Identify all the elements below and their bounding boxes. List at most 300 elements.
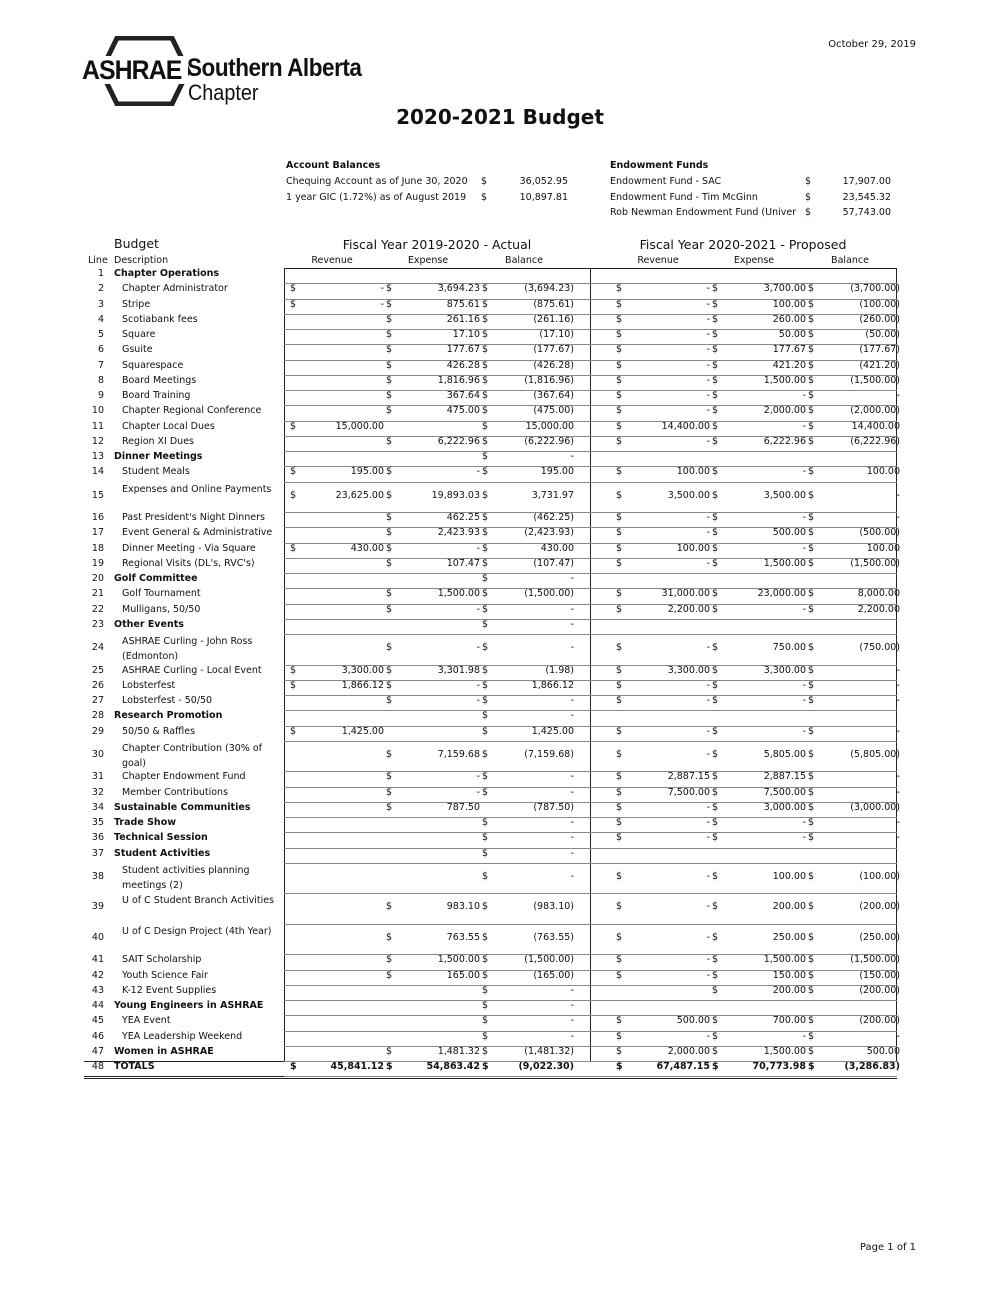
actual-value: - [570, 1030, 574, 1042]
row-divider [284, 665, 897, 666]
currency: $ [616, 1045, 623, 1057]
actual-value: 1,866.12 [341, 679, 384, 691]
currency: $ [616, 489, 623, 501]
actual-value: - [570, 1000, 574, 1011]
currency: $ [482, 573, 489, 584]
proposed-value: - [706, 748, 710, 760]
row-description: Student Activities [114, 847, 211, 859]
proposed-value: 3,500.00 [763, 489, 806, 501]
table-rule [284, 268, 897, 269]
proposed-value: - [706, 298, 710, 310]
actual-value: 1,425.00 [341, 725, 384, 737]
line-number: 44 [91, 1000, 104, 1011]
proposed-value: - [706, 557, 710, 569]
col-proposed-expense: Expense [733, 255, 775, 266]
currency: $ [712, 512, 719, 523]
line-number: 34 [91, 801, 104, 813]
col-line: Line [88, 255, 108, 266]
section-row [84, 832, 900, 847]
line-number: 43 [91, 984, 104, 996]
currency: $ [712, 283, 719, 295]
actual-value: 763.55 [446, 931, 480, 943]
proposed-heading: Fiscal Year 2020-2021 - Proposed [639, 237, 847, 252]
endowment-funds [610, 160, 895, 223]
row-description: Student activities planning meetings (2) [122, 864, 250, 891]
budget-row [84, 969, 900, 985]
proposed-value: 1,500.00 [763, 374, 806, 386]
proposed-value: 67,487.15 [656, 1061, 710, 1072]
currency: $ [712, 313, 719, 325]
currency: $ [808, 588, 815, 600]
actual-value: 367.64 [446, 390, 480, 401]
row-divider [284, 634, 897, 635]
row-description: Stripe [122, 298, 151, 310]
proposed-value: (200.00) [859, 984, 900, 996]
currency: $ [616, 817, 623, 828]
currency: $ [386, 679, 393, 691]
currency: $ [805, 207, 812, 218]
row-divider [284, 863, 897, 864]
proposed-value: - [706, 313, 710, 325]
budget-row [84, 603, 900, 619]
budget-row [84, 679, 900, 695]
proposed-value: - [706, 359, 710, 371]
currency: $ [712, 557, 719, 569]
line-number: 31 [91, 771, 104, 783]
line-number: 16 [91, 512, 104, 523]
currency: $ [808, 969, 815, 981]
currency: $ [712, 870, 719, 882]
proposed-value: (1,500.00) [850, 557, 900, 569]
actual-value: (1.98) [545, 664, 574, 676]
budget-row [84, 771, 900, 786]
row-divider [284, 1061, 897, 1062]
budget-row [84, 420, 900, 436]
proposed-value: - [896, 832, 900, 844]
currency: $ [616, 664, 623, 676]
proposed-value: - [896, 390, 900, 401]
currency: $ [616, 405, 623, 417]
proposed-value: 3,300.00 [763, 664, 806, 676]
proposed-value: (5,805.00) [850, 748, 900, 760]
proposed-value: 100.00 [866, 542, 900, 554]
proposed-value: - [802, 420, 806, 432]
currency: $ [808, 984, 815, 996]
endowment-row [610, 207, 895, 223]
proposed-value: - [802, 679, 806, 691]
currency: $ [808, 679, 815, 691]
actual-value: - [476, 642, 480, 653]
currency: $ [386, 390, 393, 401]
proposed-value: (2,000.00) [850, 405, 900, 417]
currency: $ [808, 283, 815, 295]
account-balances [286, 160, 576, 207]
proposed-value: 50.00 [778, 329, 806, 340]
line-number: 25 [91, 664, 104, 676]
currency: $ [808, 695, 815, 706]
line-number: 24 [91, 642, 104, 653]
currency: $ [808, 786, 815, 798]
actual-value: (2,423.93) [524, 527, 574, 539]
currency: $ [712, 801, 719, 813]
proposed-value: (1,500.00) [850, 374, 900, 386]
row-description: ASHRAE Curling - John Ross (Edmonton) [122, 636, 253, 662]
row-divider [284, 543, 897, 544]
proposed-value: (3,700.00) [850, 283, 900, 295]
row-divider [284, 466, 897, 467]
proposed-value: - [802, 512, 806, 523]
currency: $ [482, 1015, 489, 1027]
currency: $ [616, 969, 623, 981]
row-description: TOTALS [114, 1061, 155, 1072]
proposed-value: (177.67) [859, 344, 900, 356]
actual-value: (1,500.00) [524, 588, 574, 600]
currency: $ [808, 801, 815, 813]
actual-value: - [476, 695, 480, 706]
actual-value: 1,866.12 [531, 679, 574, 691]
actual-value: 15,000.00 [335, 420, 384, 432]
col-actual-expense: Expense [407, 255, 449, 266]
actual-value: - [570, 642, 574, 653]
line-number: 41 [91, 954, 104, 966]
endowment-label: Rob Newman Endowment Fund (Univer [610, 207, 797, 218]
currency: $ [386, 512, 393, 523]
currency: $ [616, 329, 623, 340]
proposed-value: (421.20) [859, 359, 900, 371]
proposed-value: (260.00) [859, 313, 900, 325]
page-title: 2020-2021 Budget [396, 105, 604, 129]
actual-value: 430.00 [540, 542, 574, 554]
col-description: Description [114, 255, 169, 266]
line-number: 9 [97, 390, 104, 401]
row-description: Chapter Contribution (30% of goal) [122, 742, 263, 769]
proposed-value: 100.00 [772, 298, 806, 310]
account-balances-heading: Account Balances [286, 160, 381, 171]
actual-value: - [476, 603, 480, 615]
row-divider [284, 832, 897, 833]
proposed-value: 2,887.15 [667, 771, 710, 783]
proposed-value: - [706, 954, 710, 966]
proposed-value: 2,000.00 [763, 405, 806, 417]
proposed-value: 6,222.96 [763, 435, 806, 447]
line-number: 35 [91, 817, 104, 828]
row-divider [284, 482, 897, 483]
logo-org-text: Southern Alberta [187, 54, 362, 82]
proposed-value: 14,400.00 [661, 420, 710, 432]
currency: $ [808, 420, 815, 432]
proposed-value: 421.20 [772, 359, 806, 371]
endowment-label: Endowment Fund - SAC [610, 176, 722, 187]
actual-value: 983.10 [446, 901, 480, 913]
line-number: 45 [91, 1015, 104, 1027]
currency: $ [712, 664, 719, 676]
currency: $ [482, 489, 489, 501]
currency: $ [712, 832, 719, 844]
budget-row [84, 374, 900, 390]
currency: $ [616, 870, 623, 882]
actual-value: 3,301.98 [437, 664, 480, 676]
proposed-value: - [802, 1030, 806, 1042]
currency: $ [616, 420, 623, 432]
currency: $ [482, 527, 489, 539]
currency: $ [616, 283, 623, 295]
row-divider [284, 588, 897, 589]
currency: $ [482, 1045, 489, 1057]
actual-value: - [570, 573, 574, 584]
currency: $ [808, 901, 815, 913]
row-divider [284, 344, 897, 345]
row-description: Research Promotion [114, 710, 223, 722]
budget-row [84, 542, 900, 558]
proposed-value: 260.00 [772, 313, 806, 325]
actual-value: - [570, 786, 574, 798]
line-number: 30 [91, 748, 104, 760]
currency: $ [616, 374, 623, 386]
proposed-value: 1,500.00 [763, 1045, 806, 1057]
currency: $ [616, 603, 623, 615]
budget-row [84, 329, 900, 344]
section-row [84, 848, 897, 863]
proposed-value: - [706, 344, 710, 356]
row-divider [284, 848, 897, 849]
line-number: 10 [91, 405, 104, 417]
proposed-value: - [802, 695, 806, 706]
row-description: U of C Student Branch Activities [122, 895, 275, 907]
proposed-value: 100.00 [772, 870, 806, 882]
row-divider [284, 741, 897, 742]
proposed-value: (1,500.00) [850, 954, 900, 966]
currency: $ [808, 512, 815, 523]
currency: $ [616, 435, 623, 447]
table-rule [84, 1078, 897, 1079]
proposed-value: (6,222.96) [850, 435, 900, 447]
currency: $ [808, 435, 815, 447]
row-description: Regional Visits (DL's, RVC's) [122, 557, 255, 569]
row-description: Board Training [122, 390, 191, 401]
line-number: 20 [91, 573, 104, 584]
line-number: 42 [91, 969, 104, 981]
currency: $ [805, 176, 812, 187]
row-divider [284, 924, 897, 925]
account-row [286, 176, 576, 192]
row-description: Other Events [114, 618, 184, 630]
row-description: Chapter Endowment Fund [122, 771, 246, 783]
section-row [84, 801, 900, 817]
proposed-value: - [896, 679, 900, 691]
row-description: Dinner Meetings [114, 451, 203, 462]
currency: $ [386, 1045, 393, 1057]
currency: $ [482, 451, 489, 462]
currency: $ [808, 642, 815, 653]
currency: $ [482, 1061, 489, 1072]
currency: $ [808, 527, 815, 539]
proposed-value: - [706, 901, 710, 913]
currency: $ [808, 1030, 815, 1042]
currency: $ [712, 588, 719, 600]
currency: $ [290, 466, 297, 478]
currency: $ [808, 725, 815, 737]
row-divider [284, 375, 897, 376]
currency: $ [616, 1015, 623, 1027]
proposed-value: (750.00) [859, 642, 900, 653]
actual-value: 1,425.00 [531, 725, 574, 737]
proposed-value: - [896, 489, 900, 501]
actual-value: 261.16 [446, 313, 480, 325]
row-divider [284, 726, 897, 727]
currency: $ [482, 390, 489, 401]
currency: $ [386, 405, 393, 417]
proposed-value: - [896, 695, 900, 706]
row-divider [284, 329, 897, 330]
currency: $ [482, 618, 489, 630]
actual-value: 3,731.97 [531, 489, 574, 501]
currency: $ [482, 954, 489, 966]
currency: $ [712, 931, 719, 943]
currency: $ [808, 466, 815, 478]
budget-row [84, 741, 900, 772]
currency: $ [712, 298, 719, 310]
row-divider [284, 1076, 897, 1077]
proposed-value: - [802, 832, 806, 844]
actual-value: 1,816.96 [437, 374, 480, 386]
currency: $ [482, 603, 489, 615]
line-number: 4 [97, 313, 104, 325]
row-description: ASHRAE Curling - Local Event [122, 664, 262, 676]
budget-row [84, 984, 900, 1000]
currency: $ [482, 359, 489, 371]
currency: $ [616, 466, 623, 478]
proposed-value: - [706, 870, 710, 882]
proposed-value: 150.00 [772, 969, 806, 981]
actual-value: 165.00 [446, 969, 480, 981]
row-description: Lobsterfest - 50/50 [122, 695, 213, 706]
proposed-value: - [706, 969, 710, 981]
currency: $ [482, 901, 489, 913]
currency: $ [386, 969, 393, 981]
currency: $ [712, 390, 719, 401]
currency: $ [712, 679, 719, 691]
currency: $ [808, 374, 815, 386]
currency: $ [616, 298, 623, 310]
proposed-value: (200.00) [859, 901, 900, 913]
section-row [84, 710, 897, 725]
proposed-value: (200.00) [859, 1015, 900, 1027]
actual-value: (6,222.96) [524, 435, 574, 447]
actual-value: (17.10) [539, 329, 574, 340]
logo-chapter-text: Chapter [188, 80, 259, 105]
row-divider [284, 451, 897, 452]
section-row [84, 1000, 897, 1015]
proposed-value: 3,300.00 [667, 664, 710, 676]
row-description: Chapter Administrator [122, 283, 228, 295]
currency: $ [808, 390, 815, 401]
proposed-value: 500.00 [866, 1045, 900, 1057]
row-divider [284, 573, 897, 574]
budget-row [84, 924, 900, 955]
endowment-row [610, 192, 895, 208]
line-number: 17 [91, 527, 104, 539]
currency: $ [712, 969, 719, 981]
budget-row [84, 482, 900, 513]
budget-row [84, 557, 900, 573]
currency: $ [386, 527, 393, 539]
currency: $ [616, 542, 623, 554]
actual-value: - [476, 542, 480, 554]
actual-value: (1,816.96) [524, 374, 574, 386]
line-number: 27 [91, 695, 104, 706]
row-divider [284, 360, 897, 361]
proposed-value: 1,500.00 [763, 557, 806, 569]
endowment-label: Endowment Fund - Tim McGinn [610, 191, 758, 203]
col-actual-balance: Balance [505, 255, 543, 266]
currency: $ [616, 557, 623, 569]
currency: $ [386, 1061, 393, 1072]
actual-value: - [476, 771, 480, 783]
currency: $ [808, 1061, 815, 1072]
row-description: Mulligans, 50/50 [122, 603, 201, 615]
actual-value: 7,159.68 [437, 748, 480, 760]
actual-value: (875.61) [533, 298, 574, 310]
currency: $ [386, 588, 393, 600]
proposed-value: (500.00) [859, 527, 900, 539]
actual-value: - [570, 870, 574, 882]
proposed-value: 3,500.00 [667, 489, 710, 501]
currency: $ [482, 748, 489, 760]
actual-value: 475.00 [446, 405, 480, 417]
currency: $ [386, 695, 393, 706]
line-number: 26 [91, 679, 104, 691]
row-description: K-12 Event Supplies [122, 984, 217, 996]
row-divider [284, 604, 897, 605]
currency: $ [482, 420, 489, 432]
actual-value: - [570, 847, 574, 859]
currency: $ [808, 931, 815, 943]
currency: $ [290, 420, 297, 432]
row-divider [284, 405, 897, 406]
currency: $ [482, 771, 489, 783]
row-description: Squarespace [122, 359, 184, 371]
row-divider [284, 1031, 897, 1032]
row-divider [284, 954, 897, 955]
endowment-row [610, 176, 895, 192]
row-divider [284, 695, 897, 696]
row-description: Member Contributions [122, 786, 229, 798]
currency: $ [712, 1015, 719, 1027]
row-description: Sustainable Communities [114, 801, 251, 813]
currency: $ [712, 1045, 719, 1057]
currency: $ [482, 313, 489, 325]
proposed-value: (3,286.83) [844, 1061, 900, 1072]
row-description: U of C Design Project (4th Year) [122, 925, 272, 937]
actual-value: 430.00 [350, 542, 384, 554]
row-description: Dinner Meeting - Via Square [122, 542, 256, 554]
actual-value: (787.50) [533, 801, 574, 813]
currency: $ [616, 786, 623, 798]
currency: $ [386, 374, 393, 386]
line-number: 12 [91, 435, 104, 447]
currency: $ [386, 435, 393, 447]
proposed-value: 70,773.98 [752, 1061, 806, 1072]
currency: $ [808, 817, 815, 828]
actual-value: (475.00) [533, 405, 574, 417]
actual-value: - [570, 771, 574, 783]
currency: $ [482, 817, 489, 828]
account-label: 1 year GIC (1.72%) as of August 2019 [286, 191, 467, 203]
budget-row [84, 359, 900, 375]
currency: $ [482, 344, 489, 356]
row-description: SAIT Scholarship [122, 954, 202, 966]
currency: $ [808, 664, 815, 676]
